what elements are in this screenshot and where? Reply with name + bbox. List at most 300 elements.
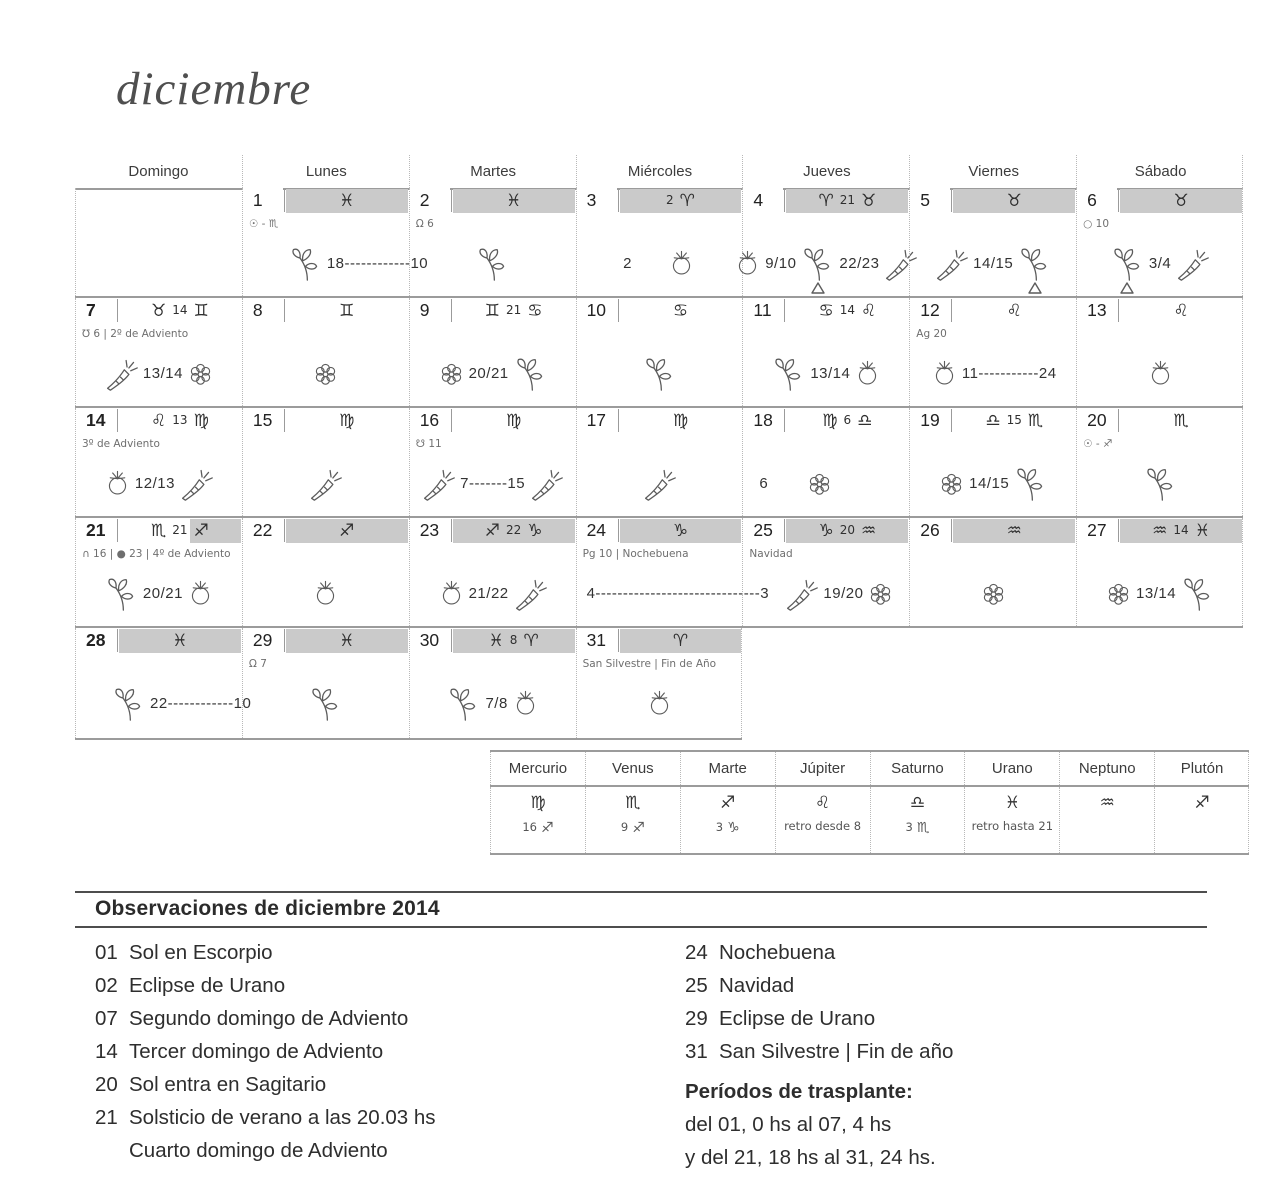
zodiac-band: ♓ [286, 189, 408, 213]
planet-sign: ♒ [1099, 793, 1115, 813]
planet-header-júpiter: Júpiter [775, 752, 870, 785]
day-activities [410, 240, 576, 286]
fruit-icon-wrap [930, 359, 959, 388]
day-number-divider [618, 189, 619, 212]
day-number: 11 [743, 298, 783, 323]
observation-item [95, 1101, 436, 1134]
observation-item [95, 1035, 436, 1068]
day-number-divider [284, 519, 285, 542]
day-activities [743, 570, 909, 616]
weekday-header-miércoles: Miércoles [576, 155, 744, 188]
zodiac-band: ♓ 8 ♈ [453, 629, 575, 653]
fruit-icon [645, 689, 674, 718]
observation-text: Segundo domingo de Adviento [129, 1006, 409, 1030]
leaf-icon [770, 355, 807, 392]
zodiac-band: ♓ [453, 189, 575, 213]
planet-position [964, 787, 1059, 853]
root-icon [783, 575, 820, 612]
day-activities [1077, 350, 1243, 396]
triangle-marker [811, 282, 825, 294]
day-note: ☉ - ♏ [248, 218, 279, 230]
day-number-divider [284, 299, 285, 322]
day-activities [743, 350, 909, 396]
planet-sign: ♐ [1194, 793, 1210, 813]
day-activities [577, 570, 770, 616]
day-activities [1077, 460, 1243, 506]
day-cell-6 [1076, 188, 1243, 296]
planet-position [1154, 787, 1249, 853]
fruit-icon [930, 359, 959, 388]
leaf-icon [1016, 245, 1053, 282]
leaf-icon-wrap [1016, 245, 1053, 282]
day-cell-12 [909, 298, 1076, 406]
weekday-header-row [75, 155, 1243, 190]
day-number-divider [618, 299, 619, 322]
planet-sign: ♍ [530, 793, 546, 813]
day-activities [410, 460, 576, 506]
leaf-icon-wrap [445, 685, 482, 722]
day-number-divider [451, 409, 452, 432]
day-number: 12 [910, 298, 950, 323]
day-number: 8 [243, 298, 283, 323]
day-cell-27 [1076, 518, 1243, 626]
zodiac-band: ♏ [1173, 410, 1189, 431]
time-label: 13/14 [810, 364, 851, 382]
day-activities [577, 680, 743, 726]
zodiac-band: ♎ 15 ♏ [985, 410, 1044, 431]
day-number: 4 [743, 188, 783, 213]
day-activities [243, 570, 409, 616]
day-number: 6 [1077, 188, 1117, 213]
day-activities [743, 460, 909, 506]
day-number-divider [1118, 409, 1119, 432]
root-icon [307, 465, 344, 502]
day-activities [577, 240, 743, 286]
day-activities [577, 350, 743, 396]
time-label: 2 [623, 254, 632, 272]
triangle-icon [1028, 282, 1042, 294]
zodiac-band: ♉ [1120, 189, 1242, 213]
day-note: San Silvestre | Fin de Año [582, 658, 717, 670]
day-cell-22 [242, 518, 409, 626]
day-number: 27 [1077, 518, 1117, 543]
planet-position [585, 787, 680, 853]
grid-right-edge [1242, 155, 1243, 188]
day-number: 22 [243, 518, 283, 543]
day-number-divider [451, 189, 452, 212]
zodiac-band: ♐ [286, 519, 408, 543]
day-number-divider [784, 519, 785, 542]
day-number-divider [1118, 519, 1119, 542]
day-number: 10 [577, 298, 617, 323]
fruit-icon-wrap [311, 579, 340, 608]
leaf-icon [110, 685, 147, 722]
day-number-divider [117, 409, 118, 432]
zodiac-band: ♉ 14 ♊ [151, 300, 209, 321]
row5-bottom-rule [75, 738, 742, 740]
observation-text: Nochebuena [719, 940, 836, 964]
fruit-icon-wrap [733, 249, 762, 278]
leaf-icon [1012, 465, 1049, 502]
flower-icon [866, 579, 895, 608]
zodiac-band: ♒ [953, 519, 1075, 543]
planet-detail: retro desde 8 [784, 819, 862, 833]
observations-top-rule [75, 891, 1207, 893]
triangle-icon [1120, 282, 1134, 294]
day-number: 24 [577, 518, 617, 543]
day-number-divider [951, 519, 952, 542]
observation-text: San Silvestre | Fin de año [719, 1039, 954, 1063]
empty-cell [75, 188, 242, 296]
planet-position [775, 787, 870, 853]
day-number: 30 [410, 628, 450, 653]
root-icon [178, 465, 215, 502]
leaf-icon-wrap [770, 355, 807, 392]
calendar-row-3 [75, 408, 1243, 518]
leaf-icon-wrap [474, 245, 511, 282]
planet-header-urano: Urano [964, 752, 1059, 785]
fruit-icon [667, 249, 696, 278]
root-icon [103, 355, 140, 392]
day-cell-8 [242, 298, 409, 406]
time-label: 21/22 [468, 584, 509, 602]
fruit-icon-wrap [511, 689, 540, 718]
time-label: 14/15 [973, 254, 1014, 272]
day-number-divider [117, 299, 118, 322]
planet-position [490, 787, 585, 853]
day-number-divider [284, 189, 285, 212]
fruit-icon [103, 469, 132, 498]
planet-detail: retro hasta 21 [971, 819, 1054, 833]
root-icon [512, 575, 549, 612]
time-label: 3/4 [1148, 254, 1172, 272]
planet-header-mercurio: Mercurio [490, 752, 585, 785]
calendar-row-1 [75, 188, 1243, 298]
observation-text: Eclipse de Urano [129, 973, 286, 997]
observations-heading: Observaciones de diciembre 2014 [95, 897, 440, 920]
zodiac-band: ♑ [620, 519, 742, 543]
leaf-icon [799, 245, 836, 282]
time-label: 12/13 [134, 474, 175, 492]
observation-text: Navidad [719, 973, 795, 997]
observations-left-column [95, 936, 436, 1167]
day-number-divider [1118, 189, 1119, 212]
day-cell-16 [409, 408, 576, 516]
page-title: diciembre [116, 63, 312, 115]
leaf-icon-wrap [1012, 465, 1049, 502]
day-number: 14 [76, 408, 116, 433]
time-label: 18------------10 [326, 254, 429, 272]
planet-position [1059, 787, 1154, 853]
day-activities [243, 350, 409, 396]
planets-table [490, 750, 1249, 855]
zodiac-band: ♐ 22 ♑ [453, 519, 575, 543]
day-number: 16 [410, 408, 450, 433]
day-note: Pg 10 | Nochebuena [582, 548, 689, 560]
day-number: 28 [76, 628, 116, 653]
leaf-icon [1179, 575, 1216, 612]
leaf-icon-wrap [1179, 575, 1216, 612]
flower-icon [979, 579, 1008, 608]
planets-right-edge [1248, 752, 1249, 785]
leaf-icon [512, 355, 549, 392]
observation-text: Solsticio de verano a las 20.03 hs [129, 1105, 436, 1129]
fruit-icon [853, 359, 882, 388]
planet-sign: ♎ [909, 793, 926, 813]
day-number: 7 [76, 298, 116, 323]
flower-icon [186, 359, 215, 388]
day-note: Navidad [749, 548, 793, 560]
observation-day: 21 [95, 1105, 118, 1129]
leaf-icon [474, 245, 511, 282]
observation-text: Tercer domingo de Adviento [129, 1039, 384, 1063]
day-cell-5 [909, 188, 1076, 296]
fruit-icon-wrap [103, 469, 132, 498]
day-cell-4 [742, 188, 909, 296]
observation-text: Sol entra en Sagitario [129, 1072, 327, 1096]
day-number: 23 [410, 518, 450, 543]
triangle-icon [811, 282, 825, 294]
zodiac-band: ♊ [339, 300, 355, 321]
weekday-header-martes: Martes [409, 155, 577, 188]
zodiac-band: ♈ 21 ♉ [786, 189, 908, 213]
observation-item [95, 1134, 436, 1167]
observation-item [95, 936, 436, 969]
planet-detail: 3 ♏ [905, 820, 930, 836]
zodiac-band: ♑ 20 ♒ [786, 519, 908, 543]
day-note: ∩ 16 | ● 23 | 4º de Adviento [82, 548, 231, 560]
zodiac-band: ♊ 21 ♋ [484, 300, 543, 321]
leaf-icon-wrap [512, 355, 549, 392]
fruit-icon [1146, 359, 1175, 388]
day-number: 9 [410, 298, 450, 323]
flower-icon-wrap [805, 469, 834, 498]
observation-day: 31 [685, 1039, 708, 1063]
weekday-header-lunes: Lunes [242, 155, 410, 188]
root-icon [1174, 245, 1211, 282]
observation-day: 20 [95, 1072, 118, 1096]
zodiac-band: ♍ 6 ♎ [822, 410, 873, 431]
observation-day: 29 [685, 1006, 708, 1030]
planet-position [680, 787, 775, 853]
observation-day: 25 [685, 973, 708, 997]
zodiac-band: ♍ [506, 410, 522, 431]
zodiac-band: 2 ♈ [620, 189, 742, 213]
flower-icon-wrap [937, 469, 966, 498]
day-number: 26 [910, 518, 950, 543]
day-activities [910, 240, 1076, 286]
transplant-periods-title: Períodos de trasplante: [685, 1080, 913, 1103]
day-number-divider [618, 409, 619, 432]
planet-header-saturno: Saturno [870, 752, 965, 785]
day-number: 21 [76, 518, 116, 543]
leaf-icon [307, 685, 344, 722]
day-number-divider [784, 299, 785, 322]
observation-text: Eclipse de Urano [719, 1006, 876, 1030]
root-icon-wrap [528, 465, 565, 502]
day-number-divider [951, 299, 952, 322]
day-number-divider [618, 519, 619, 542]
root-icon [641, 465, 678, 502]
planet-detail: 9 ♐ [620, 820, 645, 836]
day-activities [76, 460, 242, 506]
day-cell-13 [1076, 298, 1243, 406]
fruit-icon-wrap [186, 579, 215, 608]
day-number: 29 [243, 628, 283, 653]
day-cell-21 [75, 518, 242, 626]
day-cell-10 [576, 298, 743, 406]
leaf-icon [287, 245, 324, 282]
observations-heading-rule [75, 926, 1207, 928]
planets-header-row [490, 752, 1249, 787]
day-note: 3º de Adviento [82, 438, 160, 450]
root-icon-wrap [641, 465, 678, 502]
day-number: 25 [743, 518, 783, 543]
root-icon [420, 465, 457, 502]
observation-day: 02 [95, 973, 118, 997]
day-activities [243, 680, 409, 726]
day-activities [577, 460, 743, 506]
day-number-divider [951, 409, 952, 432]
day-note: Ag 20 [916, 328, 947, 340]
observation-item [95, 1002, 436, 1035]
time-label: 22/23 [839, 254, 880, 272]
root-icon-wrap [1174, 245, 1211, 282]
day-cell-31 [576, 628, 743, 738]
calendar-row-2 [75, 298, 1243, 408]
observation-day: 14 [95, 1039, 118, 1063]
fruit-icon-wrap [667, 249, 696, 278]
day-number-divider [117, 519, 118, 542]
zodiac-band: ♉ [953, 189, 1075, 213]
fruit-icon-wrap [437, 579, 466, 608]
day-activities [410, 350, 576, 396]
planet-header-venus: Venus [585, 752, 680, 785]
weekday-header-domingo: Domingo [128, 163, 189, 180]
fruit-icon [733, 249, 762, 278]
planets-right-edge [1248, 787, 1249, 853]
calendar-row-5 [75, 628, 1243, 738]
root-icon-wrap [420, 465, 457, 502]
day-activities [910, 460, 1076, 506]
observation-item [685, 969, 953, 1002]
root-icon [933, 245, 970, 282]
zodiac-band: ♍ [672, 410, 689, 431]
day-cell-30 [409, 628, 576, 738]
day-activities [910, 350, 1076, 396]
observation-item [95, 969, 436, 1002]
flower-icon-wrap [437, 359, 466, 388]
leaf-icon-wrap [307, 685, 344, 722]
day-cell-2 [409, 188, 576, 296]
time-label: 11-----------24 [961, 364, 1057, 382]
time-label: 6 [759, 474, 769, 492]
leaf-icon-wrap [287, 245, 324, 282]
time-label: 20/21 [142, 584, 183, 602]
time-label: 4------------------------------3 [586, 584, 770, 602]
leaf-icon-wrap [103, 575, 140, 612]
day-cell-7 [75, 298, 242, 406]
day-number: 1 [243, 188, 283, 213]
planet-header-marte: Marte [680, 752, 775, 785]
observations-right-column [685, 936, 953, 1174]
zodiac-band: ♏ 21 ♐ [119, 519, 241, 543]
observation-item [685, 936, 953, 969]
zodiac-band: ♓ [286, 629, 408, 653]
day-number-divider [451, 299, 452, 322]
day-cell-9 [409, 298, 576, 406]
day-note: Ω 7 [248, 658, 267, 670]
flower-icon [1104, 579, 1133, 608]
flower-icon-wrap [186, 359, 215, 388]
day-number-divider [117, 629, 118, 652]
day-cell-20 [1076, 408, 1243, 516]
observation-text: Sol en Escorpio [129, 940, 273, 964]
day-activities [76, 570, 242, 616]
flower-icon-wrap [311, 359, 340, 388]
fruit-icon [437, 579, 466, 608]
day-number-divider [618, 629, 619, 652]
day-activities [243, 460, 409, 506]
day-number: 19 [910, 408, 950, 433]
leaf-icon-wrap [1142, 465, 1179, 502]
flower-icon [937, 469, 966, 498]
leaf-icon [641, 355, 678, 392]
day-number-divider [451, 629, 452, 652]
planet-header-plutón: Plutón [1154, 752, 1249, 785]
root-icon [528, 465, 565, 502]
observation-item [685, 1002, 953, 1035]
zodiac-band: ♋ [672, 300, 689, 321]
fruit-icon-wrap [1146, 359, 1175, 388]
planets-body-row [490, 787, 1249, 853]
time-label: 7/8 [485, 694, 508, 712]
leaf-icon [1109, 245, 1146, 282]
time-label: 20/21 [468, 364, 509, 382]
day-cell-26 [909, 518, 1076, 626]
leaf-icon-wrap [641, 355, 678, 392]
zodiac-band: ♍ [339, 410, 355, 431]
time-label: 7-------15 [460, 474, 526, 492]
zodiac-band: ♌ 13 ♍ [151, 410, 209, 431]
root-icon-wrap [103, 355, 140, 392]
day-cell-17 [576, 408, 743, 516]
day-number-divider [451, 519, 452, 542]
observation-day: 24 [685, 940, 708, 964]
day-number: 2 [410, 188, 450, 213]
weekday-header-jueves: Jueves [742, 155, 910, 188]
flower-icon-wrap [1104, 579, 1133, 608]
day-cell-3 [576, 188, 743, 296]
day-activities [76, 350, 242, 396]
time-label: 14/15 [969, 474, 1010, 492]
day-number: 5 [910, 188, 950, 213]
root-icon-wrap [307, 465, 344, 502]
time-label: 19/20 [823, 584, 864, 602]
zodiac-band: ♋ 14 ♌ [818, 300, 877, 321]
day-activities [743, 240, 909, 286]
root-icon-wrap [512, 575, 549, 612]
day-activities [410, 680, 576, 726]
day-number-divider [784, 409, 785, 432]
day-note: ○ 10 [1083, 218, 1110, 230]
time-label: 13/14 [1136, 584, 1177, 602]
flower-icon [805, 469, 834, 498]
calendar-row-4 [75, 518, 1243, 628]
day-number: 31 [577, 628, 617, 653]
fruit-icon [186, 579, 215, 608]
day-cell-18 [742, 408, 909, 516]
